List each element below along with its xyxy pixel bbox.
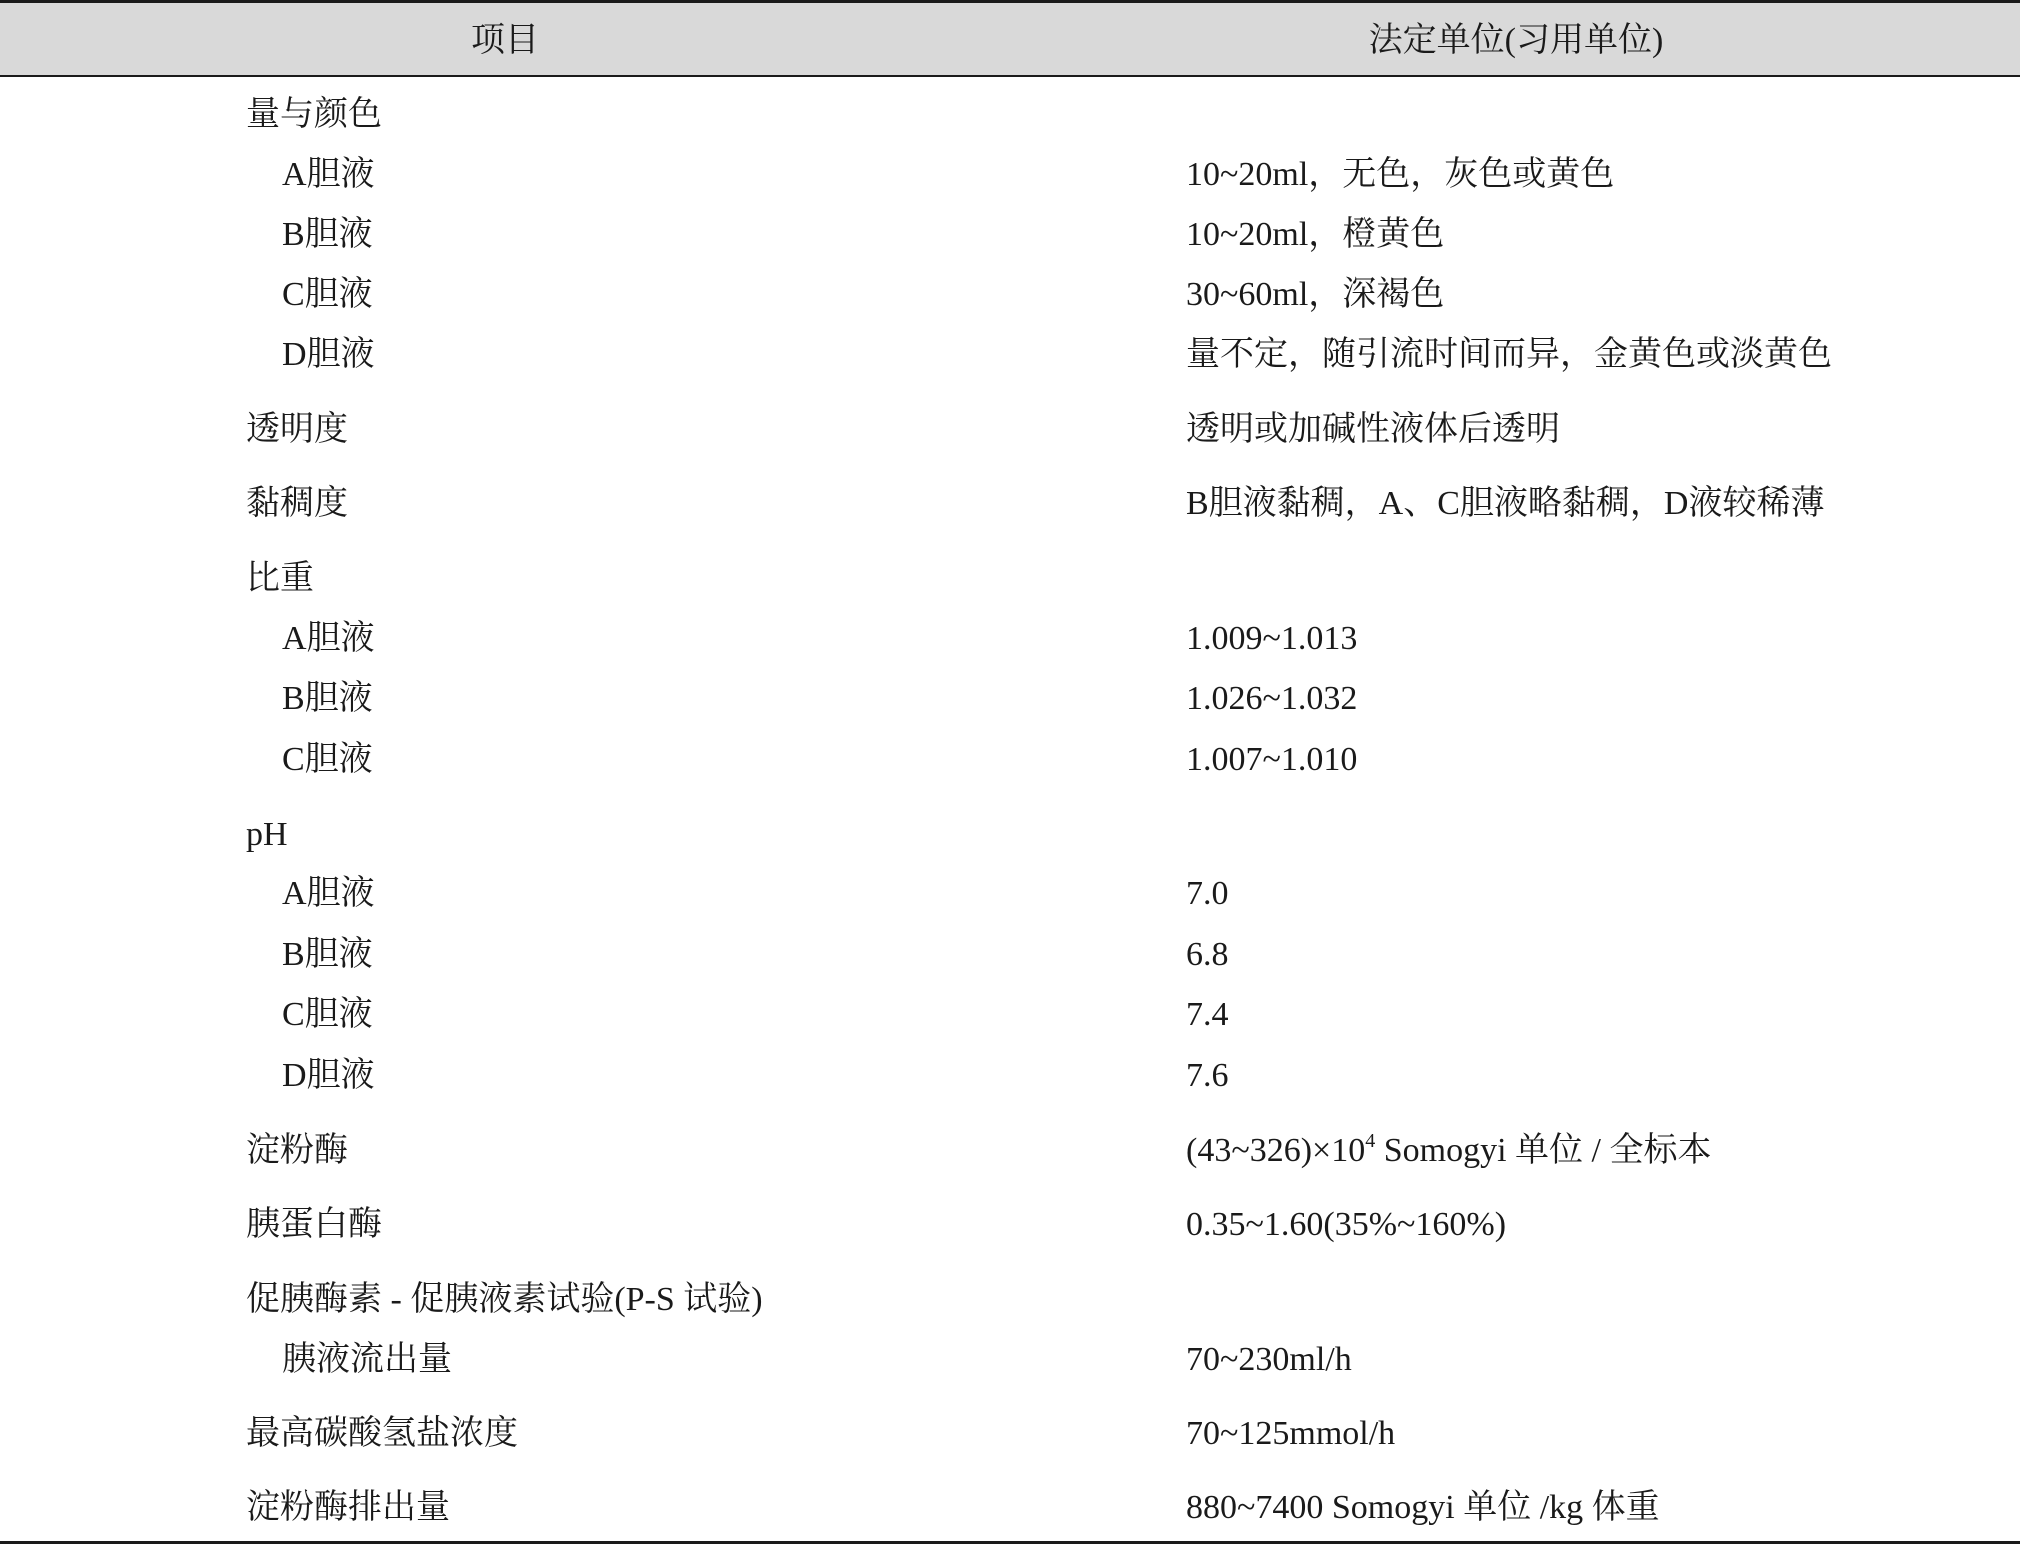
row-value: B胆液黏稠，A、C胆液略黏稠，D液较稀薄 — [1186, 485, 1825, 522]
row-value: 1.007~1.010 — [1186, 741, 1358, 778]
table-row — [0, 805, 2020, 865]
row-item: 透明度 — [246, 411, 348, 448]
row-value: 透明或加碱性液体后透明 — [1186, 411, 1560, 448]
value-exponent: 4 — [1365, 1130, 1376, 1152]
row-value: 量不定，随引流时间而异，金黄色或淡黄色 — [1186, 336, 1832, 373]
row-item: C胆液 — [282, 741, 373, 778]
table-row — [0, 609, 2020, 669]
row-value: 1.026~1.032 — [1186, 680, 1358, 717]
table-header — [0, 3, 2020, 77]
row-item: 促胰酶素 - 促胰液素试验(P-S 试验) — [246, 1281, 763, 1318]
row-item: 胰液流出量 — [282, 1341, 452, 1378]
row-item: 胰蛋白酶 — [246, 1206, 382, 1243]
table-row — [0, 145, 2020, 205]
row-item: 量与颜色 — [246, 96, 382, 133]
table-row — [0, 549, 2020, 609]
column-header-unit: 法定单位(习用单位) — [1368, 22, 1664, 59]
value-suffix: Somogyi 单位 / 全标本 — [1375, 1132, 1712, 1169]
table-bottom-rule — [0, 1541, 2020, 1544]
row-item: B胆液 — [282, 936, 373, 973]
row-value: 10~20ml，无色，灰色或黄色 — [1186, 156, 1615, 193]
row-item: A胆液 — [282, 620, 375, 657]
table-row — [0, 474, 2020, 534]
table-row — [0, 205, 2020, 265]
row-item: A胆液 — [282, 156, 375, 193]
row-item: B胆液 — [282, 680, 373, 717]
table-row — [0, 669, 2020, 729]
table-row — [0, 1270, 2020, 1330]
row-value: 7.6 — [1186, 1057, 1229, 1094]
table-row — [0, 1121, 2020, 1181]
row-value: 6.8 — [1186, 936, 1229, 973]
table-row — [0, 325, 2020, 385]
row-value: 70~230ml/h — [1186, 1341, 1352, 1378]
row-value — [1186, 1121, 1711, 1181]
row-value: 7.0 — [1186, 875, 1229, 912]
row-value: 10~20ml，橙黄色 — [1186, 216, 1445, 253]
table-row — [0, 985, 2020, 1045]
row-item: 淀粉酶 — [246, 1132, 348, 1169]
table-row — [0, 925, 2020, 985]
row-item: A胆液 — [282, 875, 375, 912]
row-item: D胆液 — [282, 336, 375, 373]
row-item: 淀粉酶排出量 — [246, 1489, 450, 1526]
table-row — [0, 265, 2020, 325]
row-item: B胆液 — [282, 216, 373, 253]
row-value: 0.35~1.60(35%~160%) — [1186, 1206, 1507, 1243]
column-header-item: 项目 — [471, 22, 539, 59]
row-value: 1.009~1.013 — [1186, 620, 1358, 657]
table-row — [0, 1195, 2020, 1255]
row-value: 880~7400 Somogyi 单位 /kg 体重 — [1186, 1489, 1660, 1526]
row-item: C胆液 — [282, 276, 373, 313]
table-row — [0, 400, 2020, 460]
table-row — [0, 1478, 2020, 1538]
table-row — [0, 85, 2020, 145]
row-value: 70~125mmol/h — [1186, 1415, 1396, 1452]
row-item: C胆液 — [282, 996, 373, 1033]
table-row — [0, 730, 2020, 790]
row-value: 30~60ml，深褐色 — [1186, 276, 1445, 313]
table-row — [0, 1046, 2020, 1106]
row-item: 最高碳酸氢盐浓度 — [246, 1415, 518, 1452]
row-item: 黏稠度 — [246, 485, 348, 522]
table-row — [0, 1404, 2020, 1464]
row-item: pH — [246, 816, 288, 853]
row-item: D胆液 — [282, 1057, 375, 1094]
row-item: 比重 — [246, 560, 314, 597]
value-prefix: (43~326)×10 — [1186, 1132, 1366, 1169]
row-value: 7.4 — [1186, 996, 1229, 1033]
table-row — [0, 1330, 2020, 1390]
table-row — [0, 864, 2020, 924]
